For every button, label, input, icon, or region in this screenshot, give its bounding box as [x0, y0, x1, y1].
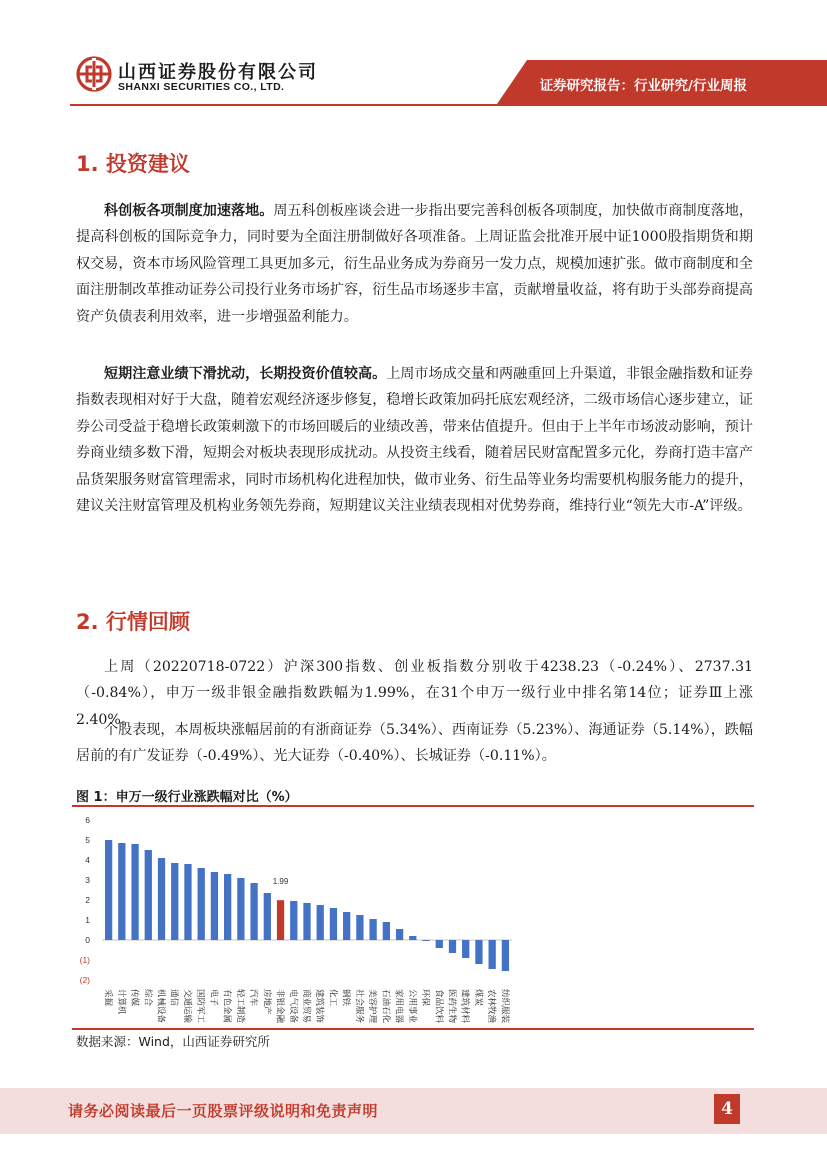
x-tick-label: 石油石化: [380, 989, 391, 1024]
x-tick-label: 建筑材料: [459, 989, 470, 1024]
y-tick-label: (1): [79, 955, 90, 965]
x-tick-label: 电子: [208, 989, 219, 1007]
company-name-en: SHANXI SECURITIES CO., LTD.: [118, 81, 285, 93]
paragraph-body: 个股表现，本周板块涨幅居前的有浙商证券（5.34%）、西南证券（5.23%）、海通证券（5.14%），跌幅居前的有广发证券（-0.49%）、光大证券（-0.40%）、长城证券（-0.11%）。: [76, 722, 753, 765]
bar-非银金融: [277, 900, 284, 940]
bar-国防军工: [198, 868, 205, 940]
x-tick-label: 公用事业: [406, 989, 417, 1024]
bar-石油石化: [383, 922, 390, 940]
x-tick-label: 传媒: [129, 989, 140, 1007]
paragraph: [76, 361, 753, 519]
company-logo-icon: [76, 56, 112, 92]
bar-钢铁: [343, 912, 350, 940]
bar-房地产: [264, 893, 271, 940]
bar-计算机: [118, 843, 125, 940]
paragraph-lead: 科创板各项制度加速落地。: [104, 203, 274, 219]
x-tick-label: 国防军工: [195, 989, 206, 1024]
x-tick-label: 电气设备: [287, 989, 298, 1024]
x-tick-label: 环保: [420, 989, 431, 1007]
y-tick-label: 3: [85, 875, 90, 885]
bar-轻工制造: [237, 878, 244, 940]
bar-公用事业: [409, 936, 416, 940]
paragraph: [76, 198, 753, 330]
page-header: [0, 0, 827, 110]
report-type: 证券研究报告：行业研究/行业周报: [539, 78, 747, 94]
bar-传媒: [131, 844, 138, 940]
x-tick-label: 煤炭: [472, 989, 483, 1007]
x-tick-label: 房地产: [261, 989, 272, 1015]
x-tick-label: 家用电器: [393, 989, 404, 1024]
header-divider: [70, 104, 827, 106]
bar-综合: [145, 850, 152, 940]
x-tick-label: 食品饮料: [433, 989, 444, 1024]
page-number: 4: [714, 1094, 740, 1124]
x-tick-label: 轻工制造: [234, 989, 245, 1024]
x-tick-label: 纺织服装: [499, 989, 510, 1024]
data-source: 数据来源：Wind，山西证券研究所: [76, 1034, 270, 1049]
x-tick-label: 采掘: [102, 989, 113, 1007]
x-tick-label: 计算机: [115, 989, 126, 1015]
y-tick-label: 1: [85, 915, 90, 925]
bar-建筑装饰: [317, 905, 324, 940]
bar-环保: [422, 940, 429, 941]
bar-通信: [171, 863, 178, 940]
paragraph: [76, 717, 753, 770]
x-tick-label: 通信: [168, 989, 179, 1007]
bar-电气设备: [290, 901, 297, 940]
figure-top-rule: [72, 805, 754, 807]
paragraph-body: 周五科创板座谈会进一步指出要完善科创板各项制度，加快做市商制度落地，提高科创板的国际竞争力，同时要为全面注册制做好各项准备。上周证监会批准开展中证1000股指期货和期权交易，资本市场风险管理工具更加多元，衍生品业务成为券商另一发力点，规模加速扩张。做市商制度和全面注册制改革推动证券公司投行业务市场扩容，衍生品市场逐步丰富，贡献增量收益，将有助于头部券商提高资产负债表利用效率，进一步增强盈利能力。: [76, 203, 754, 325]
bar-社会服务: [356, 915, 363, 940]
x-tick-label: 交通运输: [181, 989, 192, 1024]
x-tick-label: 有色金属: [221, 989, 232, 1024]
x-tick-label: 机械设备: [155, 989, 166, 1024]
bar-建筑材料: [462, 940, 469, 958]
y-tick-label: 5: [85, 835, 90, 845]
bar-交通运输: [184, 864, 191, 940]
bar-纺织服装: [502, 940, 509, 971]
section-title-investment: 1. 投资建议: [76, 152, 190, 176]
y-tick-label: 6: [85, 815, 90, 825]
figure-bottom-rule: [72, 1028, 754, 1030]
paragraph-body: 上周市场成交量和两融重回上升渠道，非银金融指数和证券指数表现相对好于大盘，随着宏观经济逐步修复，稳增长政策加码托底宏观经济，二级市场信心逐步建立，证券公司受益于稳增长政策刺激下的市场回暖后的业绩改善，带来估值提升。但由于上半年市场波动影响，预计券商业绩多数下滑，短期会对板块表现形成扰动。从投资主线看，随着居民财富配置多元化，券商打造丰富产品货架服务财富管理需求，同时市场机构化进程加快，做市业务、衍生品等业务均需要机构服务能力的提升，建议关注财富管理及机构业务领先券商，短期建议关注业绩表现相对优势券商，维持行业“领先大市-A”评级。: [76, 366, 754, 515]
bar-电子: [211, 872, 218, 940]
figure-caption: 图 1：申万一级行业涨跌幅对比（%）: [76, 790, 298, 805]
bar-医药生物: [449, 940, 456, 953]
bar-商业贸易: [303, 903, 310, 940]
x-tick-label: 农林牧渔: [486, 989, 497, 1024]
bar-化工: [330, 908, 337, 940]
y-tick-label: (2): [79, 975, 90, 985]
bar-汽车: [250, 883, 257, 940]
x-tick-label: 钢铁: [340, 989, 351, 1007]
bar-美容护理: [369, 919, 376, 940]
footer-disclaimer[interactable]: 请务必阅读最后一页股票评级说明和免责声明: [68, 1102, 379, 1120]
bar-农林牧渔: [489, 940, 496, 969]
x-tick-label: 化工: [327, 989, 338, 1007]
x-tick-label: 社会服务: [353, 989, 364, 1024]
bar-机械设备: [158, 858, 165, 940]
bar-采掘: [105, 840, 112, 940]
bar-家用电器: [396, 929, 403, 940]
y-tick-label: 0: [85, 935, 90, 945]
y-tick-label: 4: [85, 855, 90, 865]
bar-食品饮料: [436, 940, 443, 948]
data-label-highlight: 1.99: [272, 877, 289, 887]
x-tick-label: 美容护理: [367, 989, 378, 1024]
section-title-market-review: 2. 行情回顾: [76, 610, 190, 634]
industry-returns-chart: [72, 808, 752, 1028]
x-tick-label: 建筑装饰: [314, 989, 325, 1024]
x-tick-label: 商业贸易: [301, 989, 311, 1024]
x-tick-label: 医药生物: [446, 989, 457, 1024]
bar-有色金属: [224, 874, 231, 940]
paragraph-body: 上周（20220718-0722）沪深300指数、创业板指数分别收于4238.23（-0.24%）、2737.31（-0.84%），申万一级非银金融指数跌幅为1.99%，在31个申万一级行业中排名第14位；证券Ⅲ上涨2.40%。: [76, 659, 753, 728]
x-tick-label: 非银金融: [274, 989, 285, 1024]
x-tick-label: 综合: [142, 989, 153, 1007]
company-name-cn: 山西证券股份有限公司: [118, 62, 318, 83]
x-tick-label: 汽车: [248, 989, 259, 1007]
y-tick-label: 2: [85, 895, 90, 905]
bar-煤炭: [475, 940, 482, 964]
paragraph-lead: 短期注意业绩下滑扰动，长期投资价值较高。: [104, 366, 387, 382]
